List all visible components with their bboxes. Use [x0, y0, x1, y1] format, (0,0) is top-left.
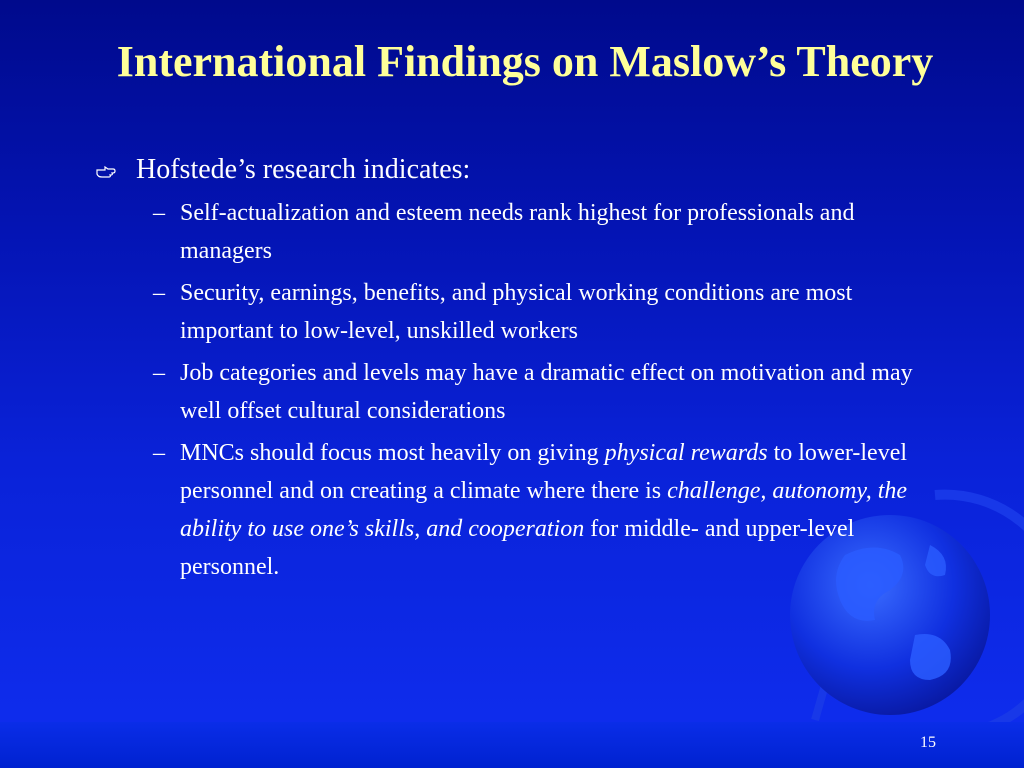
dash-marker: –	[153, 200, 165, 226]
italic-emphasis: challenge, autonomy, the ability to use one’s skills, and cooperation	[180, 478, 908, 542]
sub-item	[96, 354, 926, 430]
sub-item-text-part: to lower-level personnel and on creating a climate where there is	[180, 440, 908, 504]
bullet-text: Hofstede’s research indicates:	[136, 154, 471, 185]
sub-item-text-part: MNCs should focus most heavily on giving	[180, 440, 605, 466]
pointing-hand-icon	[96, 164, 116, 180]
slide-title: International Findings on Maslow’s Theory	[116, 37, 934, 86]
sub-item-text: Job categories and levels may have a dramatic effect on motivation and may well offset cultural considerations	[180, 360, 913, 424]
dash-marker: –	[153, 360, 165, 386]
sub-item	[96, 274, 926, 350]
sub-item	[96, 194, 926, 270]
page-number: 15	[920, 734, 936, 751]
sub-item-text-part: for middle- and upper-level personnel.	[180, 516, 855, 580]
bullet-item	[96, 152, 926, 188]
dash-marker: –	[153, 280, 165, 306]
sub-list	[96, 194, 926, 586]
dash-marker: –	[153, 440, 165, 466]
sub-item-text: Security, earnings, benefits, and physical working conditions are most important to low-level, unskilled workers	[180, 280, 853, 344]
slide-content	[96, 152, 926, 590]
sub-item-text: Self-actualization and esteem needs rank highest for professionals and managers	[180, 200, 855, 264]
sub-item	[96, 434, 926, 586]
italic-emphasis: physical rewards	[604, 440, 768, 466]
footer-bar	[0, 722, 1024, 768]
